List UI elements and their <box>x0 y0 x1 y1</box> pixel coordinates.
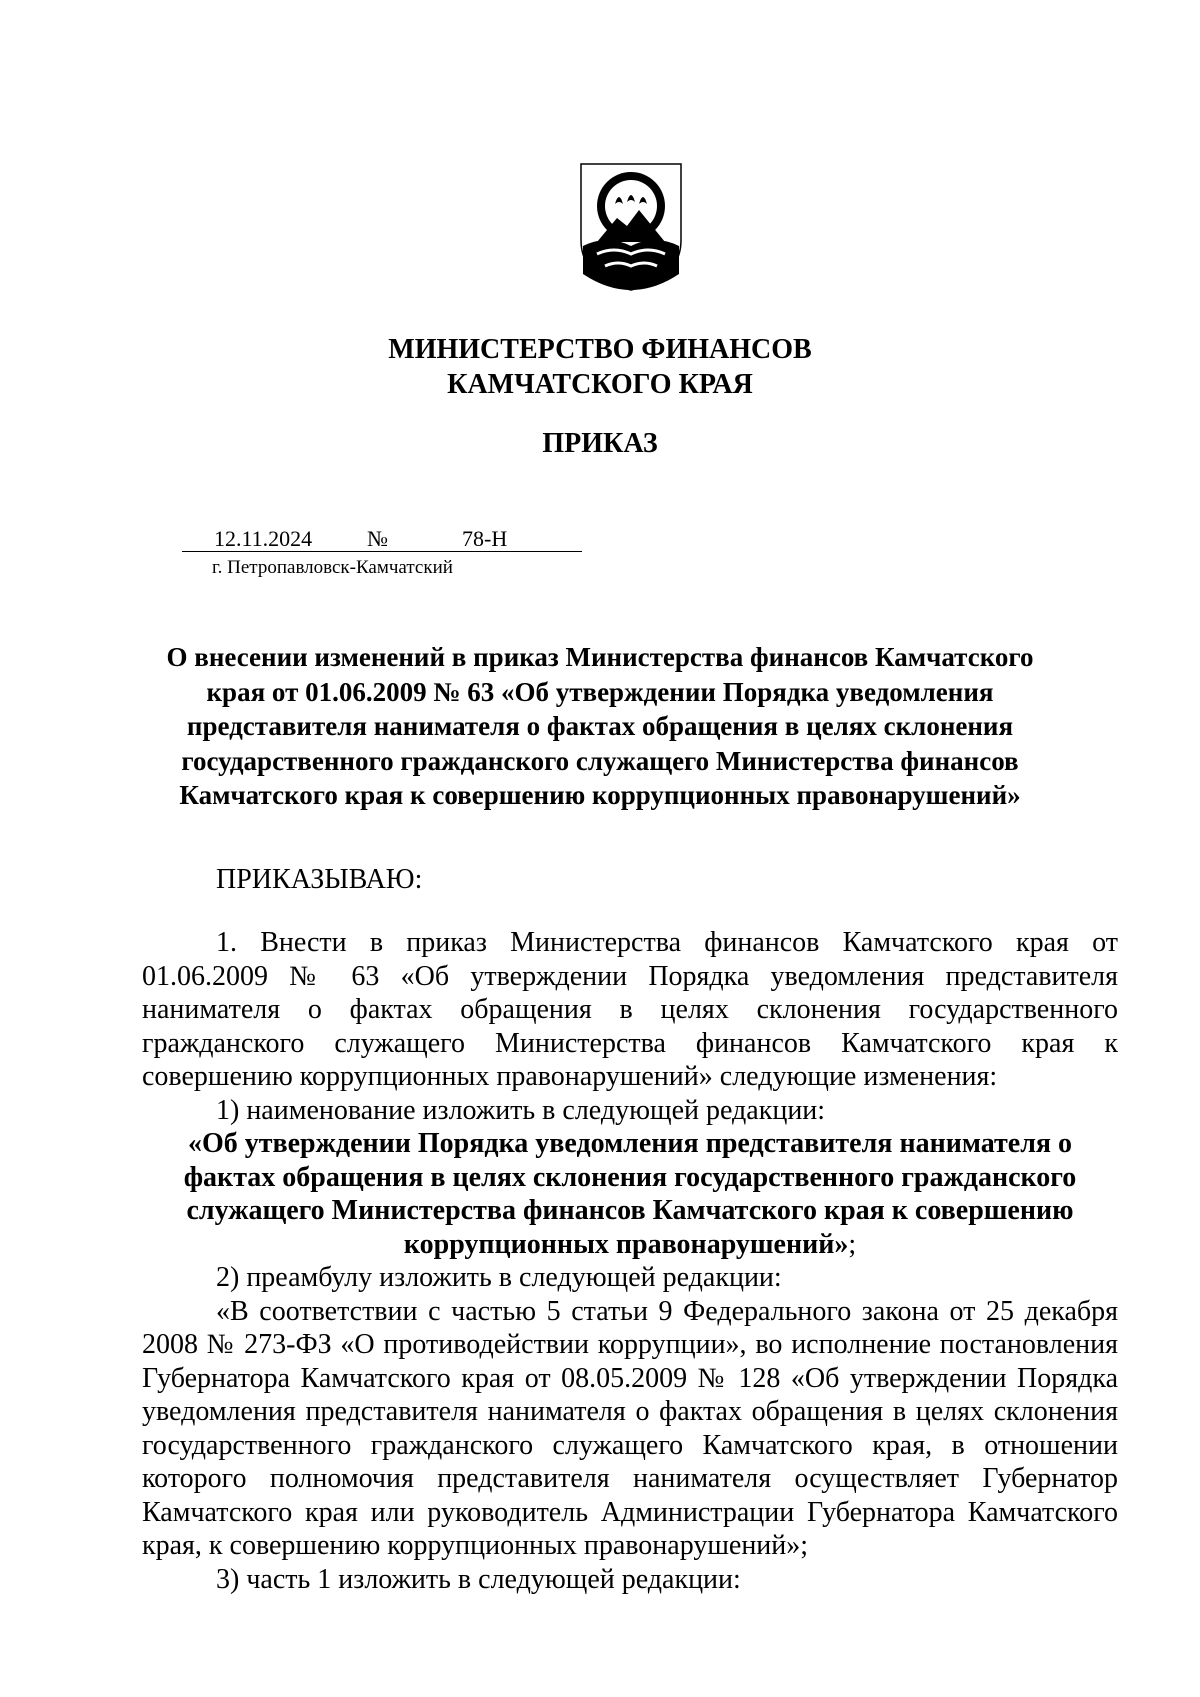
kamchatka-coat-of-arms-icon <box>577 162 685 292</box>
order-date: 12.11.2024 <box>214 526 313 551</box>
number-sign: № <box>367 526 388 551</box>
order-body <box>142 926 1118 1596</box>
paragraph-2: 1) наименование изложить в следующей редакции: <box>216 1094 826 1126</box>
date-number-line <box>182 522 582 558</box>
new-title-text: «Об утверждении Порядка уведомления представителя нанимателя о фактах обращения в целях склонения государственного гражданского служащего Министерства финансов Камчатского края к совершению коррупционных правонарушений» <box>183 1128 1077 1260</box>
new-title-tail: ; <box>848 1228 857 1260</box>
ministry-name-line1: МИНИСТЕРСТВО ФИНАНСОВ <box>388 334 812 365</box>
paragraph-4: 3) часть 1 изложить в следующей редакции: <box>216 1563 741 1595</box>
order-word: ПРИКАЗЫВАЮ: <box>216 864 423 895</box>
ministry-name-line2: КАМЧАТСКОГО КРАЯ <box>447 369 753 400</box>
new-title-paragraph <box>142 1127 1118 1261</box>
order-number: 78-Н <box>462 526 508 551</box>
city: г. Петропавловск-Камчатский <box>212 557 453 578</box>
order-subject: О внесении изменений в приказ Министерства финансов Камчатского края от 01.06.2009 № 63 «Об утверждении Порядка уведомления представителя нанимателя о фактах обращения в целях склонения государственного гражданского служащего Министерства финансов Камчатского края к совершению коррупционных правонарушений» <box>166 642 1034 810</box>
document-type: ПРИКАЗ <box>542 428 658 459</box>
paragraph-1: 1. Внести в приказ Министерства финансов Камчатского края от 01.06.2009 № 63 «Об утверждении Порядка уведомления представителя нанимателя о фактах обращения в целях склонения государственного гражданского служащего Министерства финансов Камчатского края к совершению коррупционных правонарушений» следующие изменения: <box>142 927 1118 1092</box>
ministry-name <box>0 332 1200 402</box>
preamble-paragraph: «В соответствии с частью 5 статьи 9 Федерального закона от 25 декабря 2008 № 273-ФЗ «О противодействии коррупции», во исполнение постановления Губернатора Камчатского края от 08.05.2009 № 128 «Об утверждении Порядка уведомления представителя нанимателя о фактах обращения в целях склонения государственного гражданского служащего Камчатского края, в отношении которого полномочия представителя нанимателя осуществляет Губернатор Камчатского края или руководитель Администрации Губернатора Камчатского края, к совершению коррупционных правонарушений»; <box>142 1295 1118 1561</box>
paragraph-3: 2) преамбулу изложить в следующей редакции: <box>216 1262 782 1293</box>
